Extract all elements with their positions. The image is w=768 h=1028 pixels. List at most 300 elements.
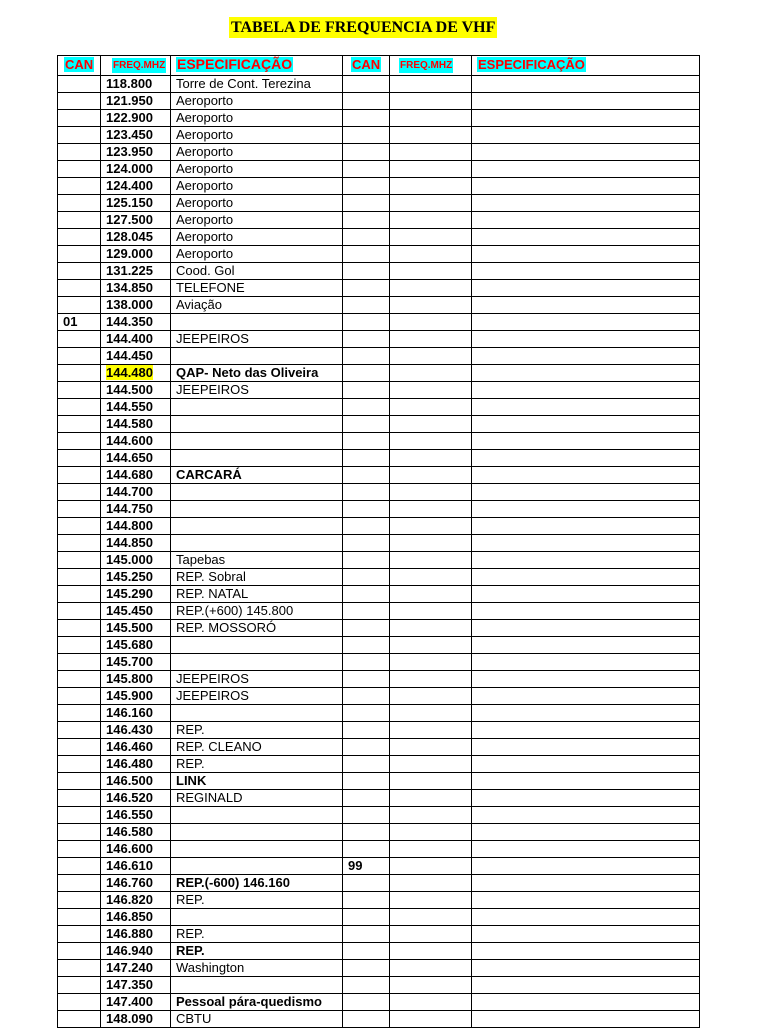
spec-cell [171,416,343,433]
table-row [58,756,700,773]
freq-cell-2 [390,994,472,1011]
can-cell [58,654,101,671]
spec-cell: REP.(+600) 145.800 [171,603,343,620]
freq-cell-2 [390,127,472,144]
can-cell-2 [343,144,390,161]
can-cell [58,348,101,365]
can-cell [58,722,101,739]
table-row [58,229,700,246]
spec-cell: REP. Sobral [171,569,343,586]
table-row [58,467,700,484]
can-cell-2 [343,450,390,467]
can-cell-2 [343,790,390,807]
spec-cell: Aeroporto [171,127,343,144]
table-row [58,994,700,1011]
table-row [58,603,700,620]
frequency-table [57,55,700,1028]
spec-cell-2 [472,807,700,824]
spec-cell-2 [472,739,700,756]
header-cell-spec [171,56,343,76]
table-row [58,875,700,892]
header-spec-label: ESPECIFICAÇÃO [177,56,293,72]
can-cell [58,909,101,926]
can-cell [58,773,101,790]
spec-cell: Aeroporto [171,246,343,263]
spec-cell-2 [472,841,700,858]
table-body [58,56,700,1028]
freq-cell: 146.820 [101,892,171,909]
freq-cell: 134.850 [101,280,171,297]
freq-cell-2 [390,688,472,705]
can-cell [58,93,101,110]
spec-cell: CARCARÁ [171,467,343,484]
spec-cell-2 [472,909,700,926]
can-cell [58,671,101,688]
spec-cell-2 [472,348,700,365]
freq-cell-2 [390,501,472,518]
can-cell-2 [343,586,390,603]
spec-cell-2 [472,93,700,110]
spec-cell-2 [472,399,700,416]
spec-cell-2 [472,212,700,229]
freq-cell [101,365,171,382]
spec-cell-2 [472,331,700,348]
freq-cell-2 [390,416,472,433]
freq-cell-2 [390,671,472,688]
table-row [58,399,700,416]
table-row [58,110,700,127]
table-row [58,484,700,501]
can-cell-2 [343,773,390,790]
can-cell-2 [343,501,390,518]
spec-cell [171,535,343,552]
spec-cell-2 [472,960,700,977]
can-cell-2 [343,977,390,994]
can-cell-2 [343,433,390,450]
freq-cell-2 [390,93,472,110]
spec-cell-2 [472,382,700,399]
spec-cell: Torre de Cont. Terezina [171,76,343,93]
freq-cell-2 [390,195,472,212]
spec-cell: JEEPEIROS [171,382,343,399]
can-cell-2 [343,892,390,909]
spec-cell-2 [472,229,700,246]
can-cell [58,688,101,705]
table-row [58,450,700,467]
freq-cell-2 [390,399,472,416]
spec-cell [171,501,343,518]
spec-cell-2 [472,314,700,331]
freq-cell-2 [390,484,472,501]
table-row [58,518,700,535]
spec-cell: Aeroporto [171,212,343,229]
freq-cell-2 [390,705,472,722]
spec-cell-2 [472,892,700,909]
table-row [58,909,700,926]
table-row [58,144,700,161]
freq-cell-2 [390,773,472,790]
freq-cell-2 [390,892,472,909]
spec-cell-2 [472,705,700,722]
freq-cell-2 [390,280,472,297]
freq-cell: 146.850 [101,909,171,926]
spec-cell-2 [472,365,700,382]
can-cell-2 [343,467,390,484]
table-header-row [58,56,700,76]
header-cell-spec-2 [472,56,700,76]
table-row [58,263,700,280]
freq-cell-2 [390,739,472,756]
can-cell [58,1011,101,1028]
freq-cell: 145.250 [101,569,171,586]
spec-cell-2 [472,637,700,654]
table-row [58,501,700,518]
spec-cell-2 [472,246,700,263]
spec-cell [171,909,343,926]
spec-cell-2 [472,790,700,807]
table-row [58,977,700,994]
spec-cell-2 [472,773,700,790]
spec-cell-2 [472,433,700,450]
can-cell [58,943,101,960]
table-row [58,433,700,450]
spec-cell [171,450,343,467]
can-cell-2 [343,603,390,620]
table-row [58,807,700,824]
freq-cell: 144.500 [101,382,171,399]
spec-cell [171,807,343,824]
freq-cell: 144.580 [101,416,171,433]
spec-cell: REP. MOSSORÓ [171,620,343,637]
header-cell-freq [101,56,171,76]
freq-cell-2 [390,756,472,773]
table-row [58,671,700,688]
spec-cell: JEEPEIROS [171,331,343,348]
freq-cell: 144.850 [101,535,171,552]
can-cell-2 [343,722,390,739]
can-cell-2 [343,671,390,688]
spec-cell-2 [472,994,700,1011]
freq-cell: 148.090 [101,1011,171,1028]
freq-cell-2 [390,297,472,314]
can-cell-2 [343,807,390,824]
can-cell [58,212,101,229]
freq-cell-2 [390,535,472,552]
can-cell-2 [343,229,390,246]
spec-cell: Aeroporto [171,229,343,246]
can-cell [58,127,101,144]
freq-cell: 124.400 [101,178,171,195]
spec-cell [171,977,343,994]
can-cell [58,195,101,212]
spec-cell-2 [472,263,700,280]
freq-cell: 145.000 [101,552,171,569]
table-row [58,416,700,433]
can-cell-2 [343,161,390,178]
spec-cell: REGINALD [171,790,343,807]
spec-cell-2 [472,569,700,586]
table-row [58,246,700,263]
can-cell [58,705,101,722]
freq-cell-2 [390,365,472,382]
can-cell-2 [343,365,390,382]
freq-cell: 127.500 [101,212,171,229]
spec-cell-2 [472,943,700,960]
freq-cell-2 [390,76,472,93]
can-cell [58,892,101,909]
can-cell [58,263,101,280]
freq-cell: 146.580 [101,824,171,841]
spec-cell-2 [472,875,700,892]
freq-cell: 131.225 [101,263,171,280]
spec-cell: Pessoal pára-quedismo [171,994,343,1011]
freq-cell-2 [390,450,472,467]
can-cell [58,552,101,569]
spec-cell-2 [472,76,700,93]
freq-cell-text: 144.480 [106,365,153,380]
freq-cell-2 [390,824,472,841]
table-row [58,569,700,586]
table-row [58,773,700,790]
can-cell-2 [343,756,390,773]
freq-cell-2 [390,960,472,977]
spec-cell: Tapebas [171,552,343,569]
freq-cell: 146.600 [101,841,171,858]
freq-cell: 145.290 [101,586,171,603]
can-cell-2 [343,841,390,858]
freq-cell: 144.750 [101,501,171,518]
spec-cell: Aeroporto [171,110,343,127]
spec-cell-2 [472,127,700,144]
can-cell [58,739,101,756]
freq-cell-2 [390,178,472,195]
freq-cell-2 [390,467,472,484]
can-cell [58,824,101,841]
table-row [58,1011,700,1028]
freq-cell-2 [390,977,472,994]
freq-cell-2 [390,144,472,161]
can-cell-2 [343,926,390,943]
freq-cell: 145.450 [101,603,171,620]
spec-cell: LINK [171,773,343,790]
can-cell [58,501,101,518]
can-cell [58,365,101,382]
can-cell [58,76,101,93]
freq-cell: 146.520 [101,790,171,807]
can-cell [58,994,101,1011]
can-cell [58,841,101,858]
spec-cell: Aeroporto [171,195,343,212]
can-cell [58,977,101,994]
spec-cell-2 [472,603,700,620]
spec-cell: QAP- Neto das Oliveira [171,365,343,382]
can-cell-2 [343,994,390,1011]
freq-cell-2 [390,433,472,450]
can-cell-2 [343,246,390,263]
freq-cell-2 [390,382,472,399]
table-row [58,841,700,858]
table-row [58,127,700,144]
freq-cell-2 [390,518,472,535]
table-row [58,297,700,314]
can-cell-2 [343,382,390,399]
table-row [58,620,700,637]
can-cell [58,807,101,824]
header-freq-label-2: FREQ.MHZ [400,60,453,71]
can-cell-2: 99 [343,858,390,875]
spec-cell: TELEFONE [171,280,343,297]
can-cell [58,331,101,348]
table-row [58,552,700,569]
freq-cell: 145.500 [101,620,171,637]
spec-cell [171,518,343,535]
spec-cell [171,433,343,450]
spec-cell-2 [472,195,700,212]
freq-cell-2 [390,552,472,569]
spec-cell [171,399,343,416]
spec-cell-2 [472,178,700,195]
freq-cell: 144.400 [101,331,171,348]
freq-cell-2 [390,331,472,348]
can-cell-2 [343,620,390,637]
freq-cell: 123.450 [101,127,171,144]
spec-cell-2 [472,518,700,535]
spec-cell-2 [472,280,700,297]
freq-cell: 144.600 [101,433,171,450]
can-cell [58,926,101,943]
spec-cell-2 [472,110,700,127]
can-cell [58,280,101,297]
freq-cell-2 [390,603,472,620]
spec-cell-2 [472,297,700,314]
spec-cell [171,637,343,654]
spec-cell-2 [472,824,700,841]
spec-cell-2 [472,654,700,671]
freq-cell: 146.880 [101,926,171,943]
can-cell-2 [343,93,390,110]
freq-cell: 146.610 [101,858,171,875]
freq-cell-2 [390,314,472,331]
can-cell-2 [343,739,390,756]
spec-cell-2 [472,467,700,484]
freq-cell: 144.450 [101,348,171,365]
freq-cell: 145.700 [101,654,171,671]
can-cell [58,518,101,535]
can-cell-2 [343,280,390,297]
freq-cell: 138.000 [101,297,171,314]
table-row [58,926,700,943]
can-cell [58,382,101,399]
spec-cell-2 [472,620,700,637]
freq-cell: 128.045 [101,229,171,246]
freq-cell-2 [390,654,472,671]
table-row [58,280,700,297]
spec-cell [171,858,343,875]
spec-cell: REP.(-600) 146.160 [171,875,343,892]
table-row [58,93,700,110]
freq-cell: 146.430 [101,722,171,739]
table-row [58,892,700,909]
freq-cell-2 [390,926,472,943]
spec-cell-2 [472,671,700,688]
freq-cell-2 [390,722,472,739]
spec-cell: Aeroporto [171,178,343,195]
spec-cell-2 [472,688,700,705]
can-cell-2 [343,824,390,841]
freq-cell-2 [390,807,472,824]
can-cell: 01 [58,314,101,331]
spec-cell: REP. [171,943,343,960]
table-row [58,178,700,195]
header-spec-label-2: ESPECIFICAÇÃO [478,57,585,72]
can-cell [58,620,101,637]
can-cell [58,858,101,875]
can-cell-2 [343,331,390,348]
can-cell-2 [343,688,390,705]
can-cell-2 [343,705,390,722]
spec-cell-2 [472,535,700,552]
can-cell [58,161,101,178]
table-row [58,348,700,365]
can-cell [58,246,101,263]
freq-cell-2 [390,909,472,926]
can-cell-2 [343,535,390,552]
spec-cell: REP. [171,892,343,909]
spec-cell: Aviação [171,297,343,314]
table-row [58,722,700,739]
freq-cell: 124.000 [101,161,171,178]
freq-cell: 146.460 [101,739,171,756]
spec-cell: Cood. Gol [171,263,343,280]
spec-cell-2 [472,161,700,178]
header-cell-can-2 [343,56,390,76]
table-row [58,960,700,977]
can-cell-2 [343,76,390,93]
table-row [58,637,700,654]
table-row [58,365,700,382]
spec-cell [171,484,343,501]
freq-cell: 144.680 [101,467,171,484]
freq-cell: 146.760 [101,875,171,892]
spec-cell [171,314,343,331]
freq-cell: 147.350 [101,977,171,994]
can-cell [58,144,101,161]
freq-cell: 123.950 [101,144,171,161]
spec-cell [171,824,343,841]
can-cell-2 [343,960,390,977]
spec-cell: REP. [171,926,343,943]
can-cell-2 [343,484,390,501]
freq-cell: 122.900 [101,110,171,127]
header-freq-label: FREQ.MHZ [113,60,166,71]
spec-cell: REP. [171,722,343,739]
can-cell-2 [343,909,390,926]
table-row [58,858,700,875]
table-row [58,76,700,93]
spec-cell-2 [472,501,700,518]
table-row [58,688,700,705]
freq-cell-2 [390,637,472,654]
page-title: TABELA DE FREQUENCIA DE VHF [231,19,496,36]
can-cell [58,110,101,127]
can-cell [58,756,101,773]
can-cell [58,297,101,314]
can-cell-2 [343,416,390,433]
can-cell [58,960,101,977]
spec-cell-2 [472,586,700,603]
spec-cell-2 [472,858,700,875]
freq-cell: 144.800 [101,518,171,535]
